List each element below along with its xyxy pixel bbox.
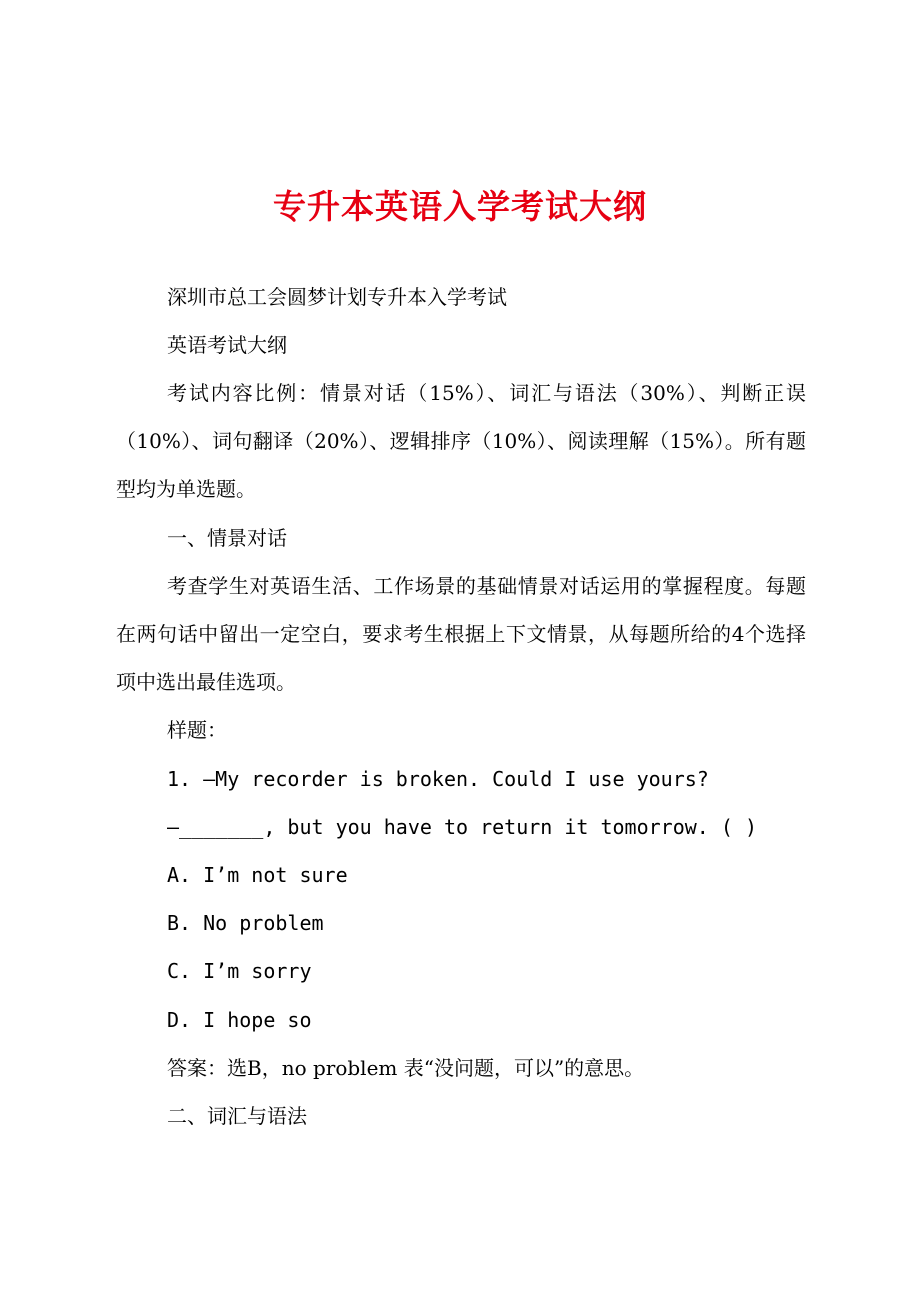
sample-label: 样题： [167, 718, 227, 742]
document-title: 专升本英语入学考试大纲 [273, 187, 647, 226]
paragraph-content-ratio: 考试内容比例：情景对话（15%）、词汇与语法（30%）、判断正误（10%）、词句翻译（20%）、逻辑排序（10%）、阅读理解（15%）。所有题型均为单选题。 [116, 381, 806, 501]
section-heading-dialogue: 一、情景对话 [167, 526, 287, 550]
sample-question-line-2: —_______, but you have to return it tomorrow. ( ) [167, 815, 758, 839]
paragraph-organizer: 深圳市总工会圆梦计划专升本入学考试 [167, 285, 507, 309]
option-a: A. I’m not sure [167, 863, 348, 887]
sample-question-line-1: 1. —My recorder is broken. Could I use yours? [167, 767, 709, 791]
option-b: B. No problem [167, 911, 324, 935]
section-heading-vocabulary: 二、词汇与语法 [167, 1104, 307, 1128]
answer-explanation: 答案：选B，no problem 表“没问题，可以”的意思。 [167, 1056, 645, 1080]
option-c: C. I’m sorry [167, 959, 312, 983]
option-d: D. I hope so [167, 1008, 312, 1032]
paragraph-dialogue-description: 考查学生对英语生活、工作场景的基础情景对话运用的掌握程度。每题在两句话中留出一定空白，要求考生根据上下文情景，从每题所给的4个选择项中选出最佳选项。 [116, 574, 806, 694]
paragraph-subtitle: 英语考试大纲 [167, 333, 287, 357]
